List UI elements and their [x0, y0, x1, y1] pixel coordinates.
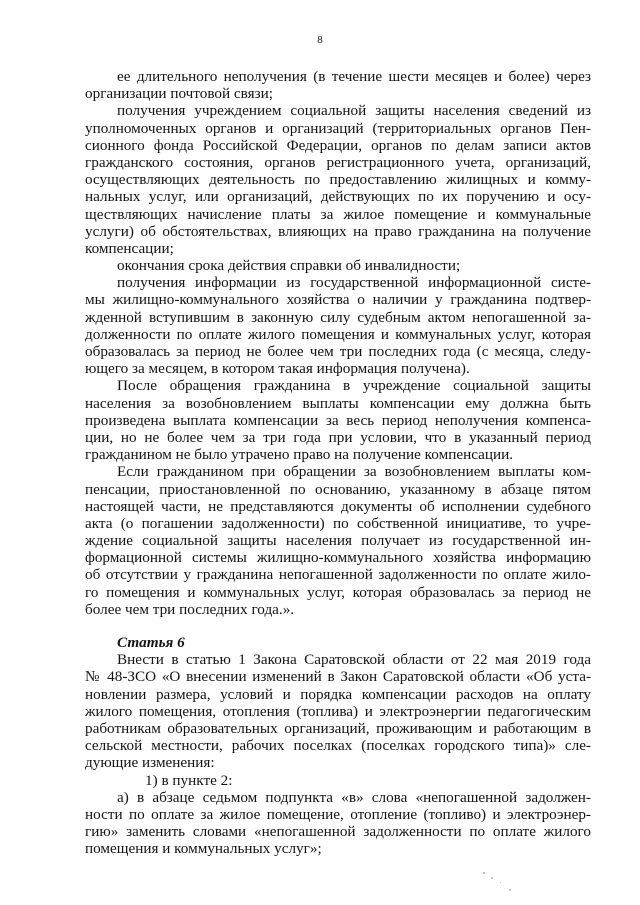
scan-speck — [509, 889, 511, 891]
text-line: произведена выплата компенсации за весь период неполучения компенса- — [85, 411, 591, 429]
text-line: нальных услуг, или организаций, действующих по их поручению и осу- — [85, 188, 591, 206]
text-line: компенсации; — [85, 239, 174, 257]
text-line: услуги) об обстоятельствах, влияющих на право гражданина на получение — [85, 222, 591, 240]
text-line: сионного фонда Российской Федерации, органов по делам записи актов — [85, 136, 591, 154]
text-line: сельской местности, рабочих поселках (поселках городского типа)» сле- — [85, 737, 591, 755]
text-line: дующие изменения: — [85, 754, 215, 772]
text-line: получения информации из государственной информационной систе- — [117, 274, 591, 292]
text-line: а) в абзаце седьмом подпункта «в» слова «непогашенной задолжен- — [117, 788, 591, 806]
text-line: населения за возобновлением выплаты компенсации ему должна быть — [85, 394, 591, 412]
text-line: мы жилищно-коммунального хозяйства о наличии у гражданина подтвер- — [85, 291, 591, 309]
text-line: осуществляющих деятельность по предоставлению жилищных и комму- — [85, 171, 591, 189]
text-line: ждение социальной защиты населения получает из государственной ин- — [85, 532, 591, 550]
text-line: окончания срока действия справки об инвалидности; — [117, 257, 461, 275]
text-line: гражданином не было утрачено право на получение компенсации. — [85, 446, 514, 464]
text-line: формационной системы жилищно-коммунального хозяйства информацию — [85, 549, 591, 567]
text-line: го помещения и коммунальных услуг, которая образовалась за период не — [85, 583, 591, 601]
text-line: После обращения гражданина в учреждение социальной защиты — [117, 377, 591, 395]
text-line: образовалась за период не более чем три последних года (с месяца, следу- — [85, 343, 591, 360]
text-line: пенсации, приостановленной по основанию, указанному в абзаце пятом — [85, 480, 591, 498]
text-line: гражданского состояния, органов регистрационного учета, организаций, — [85, 153, 591, 171]
text-line: жденной вступившим в законную силу судебным актом непогашенной за- — [85, 308, 591, 326]
article-heading: Статья 6 — [117, 634, 185, 651]
scan-speck — [491, 877, 493, 879]
document-text — [85, 68, 591, 857]
text-line: настоящей части, не представляются документы об исполнении судебного — [85, 497, 591, 515]
text-line: 1) в пункте 2: — [145, 771, 233, 789]
scan-speck — [483, 872, 485, 874]
text-line: долженности по оплате жилого помещения и коммунальных услуг, которая — [85, 325, 591, 343]
scan-speck — [500, 882, 501, 883]
text-line: ее длительного неполучения (в течение шести месяцев и более) через — [117, 68, 591, 85]
text-line: ществляющих начисление платы за жилое помещение и коммунальные — [85, 205, 591, 223]
page-number: 8 — [317, 34, 323, 46]
text-line: получения учреждением социальной защиты населения сведений из — [117, 102, 591, 120]
text-line: ности по оплате за жилое помещение, отопление (топливо) и электроэнер- — [85, 805, 591, 823]
text-line: ции, но не более чем за три года при условии, что в указанный период — [85, 428, 591, 446]
text-line: новлении размера, условий и порядка компенсации расходов на оплату — [85, 685, 591, 703]
text-line: гию» заменить словами «непогашенной задолженности по оплате жилого — [85, 823, 591, 841]
text-line: Если гражданином при обращении за возобновлением выплаты ком- — [117, 463, 591, 481]
text-line: акта (о погашении задолженности) по собственной инициативе, то учре- — [85, 514, 591, 532]
text-line: ющего за месяцем, в котором такая информация получена). — [85, 360, 470, 378]
text-line: организации почтовой связи; — [85, 85, 273, 103]
text-line: помещения и коммунальных услуг»; — [85, 840, 322, 858]
text-line: уполномоченных органов и организаций (территориальных органов Пен- — [85, 119, 591, 137]
text-line: жилого помещения, отопления (топлива) и электроэнергии педагогическим — [85, 702, 591, 720]
text-line: № 48-ЗСО «О внесении изменений в Закон Саратовской области «Об уста- — [85, 668, 591, 686]
text-line: работникам образовательных организаций, проживающим и работающим в — [85, 719, 591, 737]
text-line: Внести в статью 1 Закона Саратовской области от 22 мая 2019 года — [117, 651, 591, 669]
text-line: более чем три последних года.». — [85, 600, 295, 618]
text-line: об отсутствии у гражданина непогашенной задолженности по оплате жило- — [85, 566, 591, 584]
